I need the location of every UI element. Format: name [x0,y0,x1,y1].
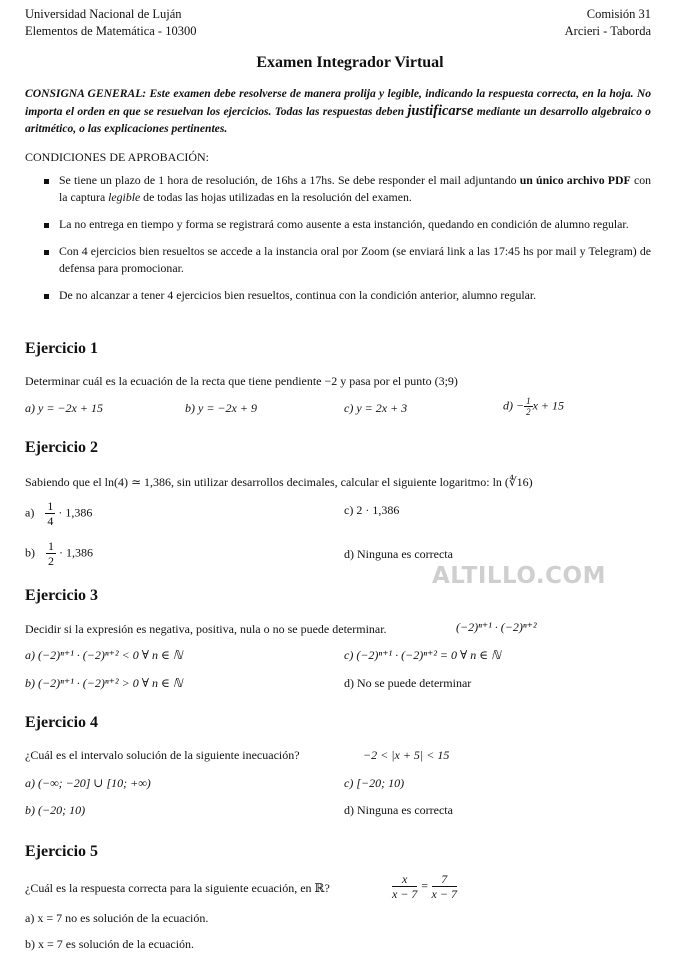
exercise-4-option-c: c) [−20; 10) [344,776,405,790]
instructions-emphasis: justificarse [407,102,474,119]
course-name: Elementos de Matemática - 10300 [25,24,197,38]
bullet-icon [44,294,49,299]
exercise-4-option-a: a) (−∞; −20] ∪ [10; +∞) [25,776,151,790]
exercise-5-statement: ¿Cuál es la respuesta correcta para la siguiente ecuación, en ℝ? [25,881,330,895]
exercise-1-statement: Determinar cuál es la ecuación de la recta que tiene pendiente −2 y pasa por el punto (3;9) [25,374,458,388]
exercise-2-statement: Sabiendo que el ln(4) ≃ 1,386, sin utilizar desarrollos decimales, calcular el siguiente logaritmo: ln (∜16) [25,475,533,489]
header-right [565,6,651,40]
exercise-1-option-a: a) y = −2x + 15 [25,401,103,415]
exercise-4-option-d: d) Ninguna es correcta [344,803,453,817]
exam-title: Examen Integrador Virtual [256,54,444,71]
exercise-1-option-c: c) y = 2x + 3 [344,401,408,415]
conditions-list [25,172,651,314]
exercise-3-statement: Decidir si la expresión es negativa, positiva, nula o no se puede determinar. [25,622,387,636]
exercise-2-option-d: d) Ninguna es correcta [344,547,453,561]
bullet-icon [44,250,49,255]
exercise-5-option-a: a) x = 7 no es solución de la ecuación. [25,911,209,925]
exercise-5-option-b: b) x = 7 es solución de la ecuación. [25,937,195,951]
exercise-3-option-c: c) (−2)ⁿ⁺¹ · (−2)ⁿ⁺² = 0 ∀ n ∈ ℕ [344,648,501,662]
watermark: ALTILLO.COM [432,563,606,589]
exercise-3-title: Ejercicio 3 [25,587,99,604]
instructions-text-end: mediante un desarrollo algebraico o aritmético, o las explicaciones pertinentes. [25,104,651,135]
exercise-2-title: Ejercicio 2 [25,439,99,456]
exercise-3-option-b: b) (−2)ⁿ⁺¹ · (−2)ⁿ⁺² > 0 ∀ n ∈ ℕ [25,676,183,690]
exercise-4-statement: ¿Cuál es el intervalo solución de la siguiente inecuación? [25,748,300,762]
exercise-1-option-d: d) − $\frac{1}{2}$ x + 15 [503,396,565,417]
exercise-5-title: Ejercicio 5 [25,843,99,860]
exercise-3-option-a: a) (−2)ⁿ⁺¹ · (−2)ⁿ⁺² < 0 ∀ n ∈ ℕ [25,648,183,662]
condition-item: De no alcanzar a tener 4 ejercicios bien resueltos, continua con la condición anterior, alumno regular. [25,287,651,304]
university-name: Universidad Nacional de Luján [25,7,182,21]
bullet-icon [44,179,49,184]
exercise-2-option-c: c) 2 · 1,386 [344,503,400,517]
teachers: Arcieri - Taborda [564,24,651,38]
condition-item: La no entrega en tiempo y forma se registrará como ausente a esta instanción, quedando en condición de alumno regular. [25,216,651,233]
general-instructions [25,85,651,138]
exercise-5-equation: $\frac{x}{x - 7}$ = $\frac{7}{x - 7}$ [392,872,457,901]
exercise-4-title: Ejercicio 4 [25,714,99,731]
conditions-heading: CONDICIONES DE APROBACIÓN: [25,150,210,164]
exercise-4-option-b: b) (−20; 10) [25,803,86,817]
exercise-3-option-d: d) No se puede determinar [344,676,472,690]
exercise-1-option-b: b) y = −2x + 9 [185,401,257,415]
exercise-2-option-b: b) $\frac{1}{2}$ · 1,386 [25,539,93,568]
exercise-4-expression: −2 < |x + 5| < 15 [363,748,450,762]
exercise-2-option-a: a) $\frac{1}{4}$ · 1,386 [25,499,93,528]
commission: Comisión 31 [586,7,651,21]
bullet-icon [44,223,49,228]
exercise-3-expression: (−2)ⁿ⁺¹ · (−2)ⁿ⁺² [456,620,537,634]
condition-item: Se tiene un plazo de 1 hora de resolución, de 16hs a 17hs. Se debe responder el mail adjuntando un único archivo PDF con la captura legible de todas las hojas utilizadas en la resolución del examen. [25,172,651,206]
instructions-text: Este examen debe resolverse de manera prolija y legible, indicando la respuesta correcta, en la hoja. No importa el orden en que se resuelvan los ejercicios. Todas las respuestas deben [25,87,651,118]
header-left [25,6,196,40]
condition-item: Con 4 ejercicios bien resueltos se accede a la instancia oral por Zoom (se enviará link a las 17:45 hs por mail y Telegram) de defensa para promocionar. [25,243,651,277]
exercise-1-title: Ejercicio 1 [25,340,99,357]
instructions-lead: CONSIGNA GENERAL: [25,87,147,100]
